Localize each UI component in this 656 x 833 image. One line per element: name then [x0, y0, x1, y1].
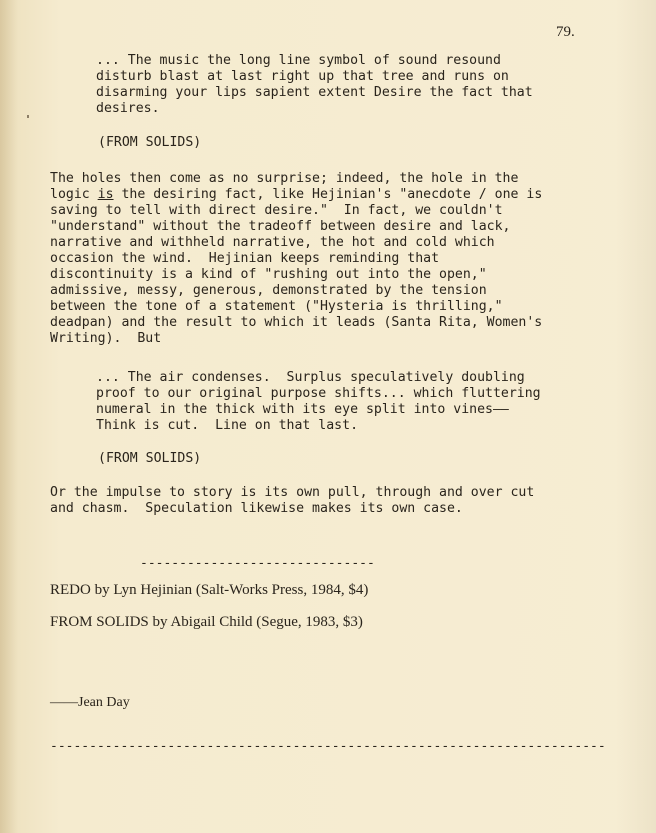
- text-run: the desiring fact, like Hejinian's "anecdote / one is: [113, 187, 543, 202]
- underlined-word: is: [97, 187, 114, 202]
- paragraph-line: discontinuity is a kind of "rushing out into the open,": [50, 267, 487, 282]
- text-run: logic: [50, 187, 98, 202]
- reference-redo: REDO by Lyn Hejinian (Salt-Works Press, 1984, $4): [50, 582, 369, 598]
- paragraph-one: [50, 171, 542, 347]
- paragraph-line: "understand" without the tradeoff between desire and lack,: [50, 219, 511, 234]
- author-signature: ——Jean Day: [50, 695, 130, 710]
- quote-line: desires.: [96, 101, 160, 116]
- separator-short: ------------------------------: [140, 556, 375, 571]
- paragraph-line: The holes then come as no surprise; indeed, the hole in the: [50, 171, 519, 186]
- paragraph-line: Writing). But: [50, 331, 162, 346]
- quote-line: disarming your lips sapient extent Desire the fact that: [96, 85, 533, 100]
- quote-line: numeral in the thick with its eye split into vines——: [96, 402, 509, 417]
- quote-source-two: (FROM SOLIDS): [98, 451, 202, 466]
- page-number: 79.: [556, 24, 575, 40]
- quote-source-one: (FROM SOLIDS): [98, 135, 202, 150]
- paragraph-line: occasion the wind. Hejinian keeps reminding that: [50, 251, 440, 266]
- quote-line: proof to our original purpose shifts... which fluttering: [96, 386, 541, 401]
- paragraph-line: between the tone of a statement ("Hysteria is thrilling,": [50, 299, 503, 314]
- quote-line: ... The air condenses. Surplus speculatively doubling: [96, 370, 525, 385]
- quote-line: ... The music the long line symbol of sound resound: [96, 53, 501, 68]
- paragraph-line: narrative and withheld narrative, the hot and cold which: [50, 235, 495, 250]
- block-quote-two: [96, 370, 541, 434]
- paragraph-line: admissive, messy, generous, demonstrated by the tension: [50, 283, 487, 298]
- stray-mark: [27, 115, 29, 118]
- separator-long: -----------------------------------------------------------------------: [50, 739, 606, 754]
- paragraph-two: [50, 485, 534, 517]
- block-quote-one: [96, 53, 533, 117]
- quote-line: Think is cut. Line on that last.: [96, 418, 359, 433]
- paragraph-line: deadpan) and the result to which it leads (Santa Rita, Women's: [50, 315, 543, 330]
- paragraph-line: Or the impulse to story is its own pull, through and over cut: [50, 485, 535, 500]
- reference-from-solids: FROM SOLIDS by Abigail Child (Segue, 1983, $3): [50, 614, 363, 630]
- paragraph-line: and chasm. Speculation likewise makes its own case.: [50, 501, 463, 516]
- quote-line: disturb blast at last right up that tree and runs on: [96, 69, 509, 84]
- paragraph-line: saving to tell with direct desire." In fact, we couldn't: [50, 203, 503, 218]
- paragraph-line: [50, 187, 542, 202]
